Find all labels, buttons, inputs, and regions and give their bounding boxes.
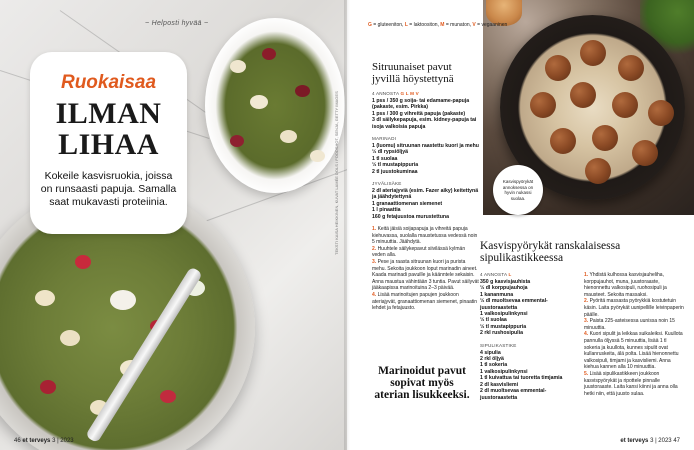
legend-g-label: = gluteeniton, xyxy=(371,22,405,28)
step-text: Yhdistä kulhossa kasvisjauheliha, korppujauhot, muna, juustoraaste, hienonnettu valkosipuli, ruohosipuli ja mausteet. Sekoita massaksi. xyxy=(584,272,667,298)
ingredient-item: 1 granaattiomenan siemenet xyxy=(372,200,443,207)
ingredient-item: 1 pss / 300 g vihreitä papuja (pakaste) xyxy=(372,110,466,117)
issue-label: 3 | 2023 xyxy=(52,438,74,444)
meatball-image xyxy=(570,82,596,108)
step-text: Keitä jäisiä soijapapuja ja vihreitä papuja kiehuvassa, suolalla maustetussa vedessä noin 5 minuuttia. Jäähdytä. xyxy=(372,226,478,246)
magazine-name: et terveys xyxy=(620,438,649,444)
legend-v-key: V xyxy=(472,22,476,28)
marinade-heading: MARINADI xyxy=(372,136,397,142)
meatball-image xyxy=(585,158,611,184)
small-salad-bowl-image xyxy=(205,18,345,193)
step-number: 2. xyxy=(372,245,377,252)
recipe2-servings xyxy=(480,272,575,277)
ingredient-item: 160 g fetajuustoa murustettuna xyxy=(372,213,449,220)
feta-image xyxy=(110,290,136,310)
legend-l-label: = laktoositon, xyxy=(407,22,441,28)
ingredient-item: ½ tl mustapippuria xyxy=(480,323,527,330)
bean-image xyxy=(250,95,268,109)
headline xyxy=(30,98,187,160)
meatball-image xyxy=(592,125,618,151)
ingredient-item: ½ tl suolaa xyxy=(480,317,507,324)
step-number: 5. xyxy=(584,370,589,377)
pomegranate-image xyxy=(40,380,56,394)
meatball-image xyxy=(545,55,571,81)
recipe2-diet-tags: L xyxy=(508,272,512,277)
ingredient-item: 2 dl ateriajyviä (esim. Fazer aiky) keitettynä ja jäähdytettynä xyxy=(372,188,479,201)
left-page-number: 46 xyxy=(14,438,21,444)
recipe2-ingredient-list xyxy=(480,279,575,337)
ingredient-item: 2 dl muoltsevaa emmental-juustoraastetta xyxy=(480,388,547,401)
ingredient-item: 1 (luomu) sitruunan raastettu kuori ja mehu xyxy=(372,143,479,150)
ingredient-item: 1 kananmuna xyxy=(480,291,514,298)
headline-line2: LIHAA xyxy=(58,128,159,161)
step-text: Pese ja raasta sitruunan kuori ja purista mehu. Sekoita joukkoon loput marinadin aineet. Kaada marinadi pavuille ja käänntele sekaisin. Anna maustua vähintään 3 tuntia. Pavut säilyvät jääkaapissa marinoituina 2–3 päivää. xyxy=(372,259,479,292)
lead-text: Kokeile kasvisruokia, joissa on runsaasti papuja. Samalla saat mukavasti proteiinia. xyxy=(40,170,177,208)
recipe2-servings-label: 4 ANNOSTA xyxy=(480,272,507,277)
magazine-name: et terveys xyxy=(22,438,51,444)
bean-image xyxy=(230,60,246,73)
ingredient-item: 1 valkosipulinkynsi xyxy=(480,368,528,375)
meatball-image xyxy=(612,92,638,118)
ingredient-item: ½ tl mustapippuria xyxy=(372,162,419,169)
recipe1-steps xyxy=(372,226,480,312)
recipe1-diet-tags: G L M V xyxy=(400,91,419,96)
diet-legend xyxy=(368,22,507,28)
ingredient-item: 1 pss / 350 g soija- tai edamame-papuja (pakaste, esim. Pirkka) xyxy=(372,98,470,111)
legend-g-key: G xyxy=(368,22,372,28)
ingredient-item: 2 dl kasvisliemi xyxy=(480,381,519,388)
ingredient-item: 1 valkosipulinkynsi xyxy=(480,311,528,318)
ingredient-item: 4 sipulia xyxy=(480,349,501,356)
bean-image xyxy=(295,85,310,97)
step-number: 1. xyxy=(584,272,589,278)
ingredient-item: 2 tl juustokuminaa xyxy=(372,168,418,175)
recipe1-servings-label: 4 ANNOSTA xyxy=(372,91,399,96)
bean-image xyxy=(262,48,276,60)
meatball-image xyxy=(618,55,644,81)
ingredient-item: 350 g kasvisjauhista xyxy=(480,279,531,285)
step-text: Huuhtele säilykepavut siivilässä kylmän veden alla. xyxy=(372,245,466,259)
ingredient-item: 1 l pinaattia xyxy=(372,207,401,214)
marinade-list xyxy=(372,143,480,175)
recipe1-ingredients-column xyxy=(372,62,480,312)
recipe2-title-block xyxy=(480,240,685,264)
meatball-image xyxy=(648,100,674,126)
recipe1-title: Sitruunaiset pavut jyvillä höystettynä xyxy=(372,61,454,85)
topping-list xyxy=(372,188,480,220)
step-number: 2. xyxy=(584,298,589,305)
ingredient-item: ½ dl muoltsevaa emmental-juustoraastetta xyxy=(480,298,548,311)
bean-image xyxy=(230,135,244,147)
ingredient-item: 3 dl säilykepapuja, esim. kidney-papuja tai isoja valkoisia papuja xyxy=(372,117,477,130)
legend-l-key: L xyxy=(404,22,408,28)
recipe-step xyxy=(372,246,480,259)
bean-image xyxy=(310,150,325,162)
bean-image xyxy=(35,290,55,306)
recipe2-ingredients-column xyxy=(480,272,575,401)
section-tag: ~ Helposti hyvää ~ xyxy=(145,20,209,27)
issue-label: 3 | 2023 xyxy=(650,438,672,444)
page-spine xyxy=(344,0,350,450)
ingredient-item: 1 tl sokeria xyxy=(480,362,508,369)
pomegranate-image xyxy=(75,255,91,269)
recipe2-steps xyxy=(584,272,684,397)
bean-image xyxy=(60,330,80,346)
sauce-list xyxy=(480,350,575,401)
step-text: Paista 225-asteisessa uunissa noin 15 minuuttia. xyxy=(584,318,675,331)
title-card xyxy=(30,52,187,234)
topping-heading: JYVÄLISÄKE xyxy=(372,181,402,187)
photo-caption-bubble: Kasvispyörykät annoksessa on hyvin nukassi suolaa. xyxy=(493,165,543,215)
ingredient-item: 2 rkl öljyä xyxy=(480,356,504,363)
ingredient-item: 2 rkl rushosipulia xyxy=(480,330,523,337)
headline-kicker: Ruokaisaa xyxy=(60,72,157,93)
recipe1-servings xyxy=(372,91,480,96)
right-footer xyxy=(620,438,680,444)
step-number: 3. xyxy=(584,318,589,325)
step-number: 4. xyxy=(584,331,589,338)
photo-credit: TEKSTI KAISA HEIKKINEN, KUVAT LAMÉE DOLS / FOODSHOT, SENJA, GETTY IMAGES xyxy=(334,91,339,255)
bean-image xyxy=(280,130,297,143)
legend-m-label: = munaton, xyxy=(444,22,473,28)
step-number: 4. xyxy=(372,292,377,299)
sauce-heading: SIPULIKASTIKE xyxy=(480,342,517,348)
ingredient-item: 1 tl kuivattua tai tuoretta timjamia xyxy=(480,375,563,382)
left-footer xyxy=(14,438,74,444)
ingredient-item: ½ dl korppujauhoja xyxy=(480,285,528,292)
ingredient-item: 1 tl suolaa xyxy=(372,155,398,162)
recipe-step xyxy=(584,272,684,298)
meatball-image xyxy=(530,92,556,118)
pomegranate-image xyxy=(160,390,176,403)
pull-quote: Marinoidut pavut sopivat myös aterian lisukkeeksi. xyxy=(374,365,470,401)
legend-m-key: M xyxy=(440,22,445,28)
step-text: Pyöritä massasta pyörykkiä kostutetuin käsin. Laita pyörykät uunipellille leivinpaperin päälle. xyxy=(584,298,684,318)
step-text: Lisää sipulikastikkeen joukkoon kasvispyörykät ja ripottele pinnalle juustoraaste. Laita kansi kiinni ja anna olla hetki niin, että juusto sulaa. xyxy=(584,370,678,397)
recipe-step xyxy=(372,292,480,312)
right-page-number: 47 xyxy=(673,438,680,444)
recipe2-title: Kasvispyörykät ranskalaisessa sipulikastikkeessa xyxy=(480,240,621,264)
legend-v-label: = vegaaninen xyxy=(475,22,508,28)
ingredient-item: ½ dl rypsiöljyä xyxy=(372,149,409,156)
recipe-step xyxy=(584,331,684,371)
meatball-image xyxy=(550,128,576,154)
meatball-image xyxy=(580,40,606,66)
recipe-step xyxy=(584,298,684,318)
step-number: 1. xyxy=(372,226,377,233)
step-number: 3. xyxy=(372,259,377,266)
recipe-step xyxy=(584,318,684,331)
meatball-image xyxy=(632,140,658,166)
recipe-step xyxy=(372,259,480,292)
recipe1-ingredient-list xyxy=(372,98,480,130)
recipe-step xyxy=(372,226,480,246)
recipe-step xyxy=(584,371,684,397)
step-text: Lisää marinoitujen papujen joukkoon ateriajyvät, granaattiomenan siemenet, pinaatin lehdet ja fetajuusto. xyxy=(372,292,478,312)
step-text: Kuori sipulit ja leikkaa suikaleiksi. Kuullota pannulla öljyssä 5 minuuttia, lisää 1 tl sokeria ja kuullota, kunnes sipulit ovat kullanruskeita, älä polta. Lisää hienonnettu valkosipuli, timjami ja kasvisliemi. Anna kiehua kannen alla 10 minuuttia. xyxy=(584,331,683,371)
headline-line1: ILMAN xyxy=(55,97,162,130)
